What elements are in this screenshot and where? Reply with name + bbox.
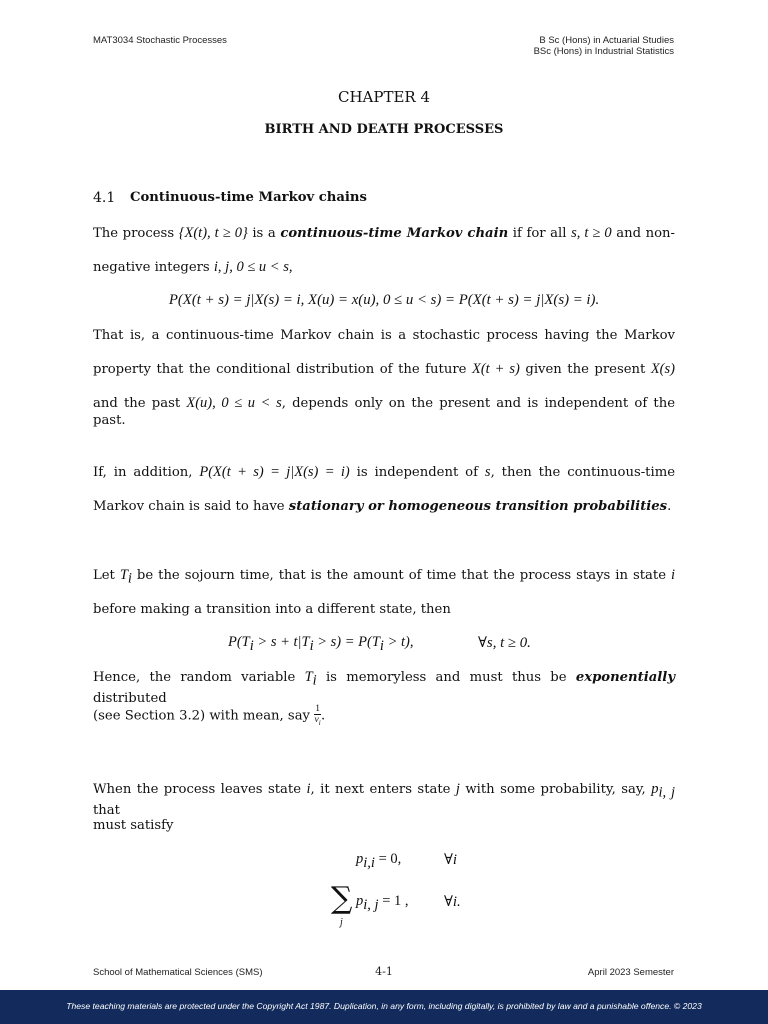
paragraph-1-line-2: negative integers i, j, 0 ≤ u < s,	[93, 259, 293, 275]
paragraph-6-line-1: When the process leaves state i, it next enters state j with some probability, say, $p_{i, j}$ that	[93, 781, 675, 818]
footer-school: School of Mathematical Sciences (SMS)	[93, 967, 263, 978]
mean-fraction: $\frac{1}{v_i}$	[314, 704, 321, 727]
chapter-number: CHAPTER 4	[337, 88, 431, 106]
self-transition-condition: ∀i	[444, 852, 458, 868]
paragraph-4-line-2: before making a transition into a different state, then	[93, 602, 451, 617]
paragraph-1-line-1: The process {X(t), t ≥ 0} is a continuous-time Markov chain if for all s, t ≥ 0 and non-	[93, 225, 675, 241]
paragraph-2-line-2: property that the conditional distribution of the future X(t + s) given the present X(s)	[93, 361, 675, 377]
paragraph-2-line-3: and the past X(u), 0 ≤ u < s, depends only on the present and is independent of the past.	[93, 395, 675, 428]
section-number: 4.1	[93, 190, 116, 206]
memoryless-equation: $P(T_i > s + t|T_i > s) = P(T_i > t)$,	[228, 634, 414, 654]
program-line-2: BSc (Hons) in Industrial Statistics	[533, 46, 674, 57]
copyright-banner	[0, 990, 768, 1024]
summation-symbol: ∑	[331, 881, 353, 916]
row-sum-condition: ∀i.	[444, 894, 461, 910]
chapter-title: BIRTH AND DEATH PROCESSES	[264, 122, 504, 137]
footer-semester: April 2023 Semester	[587, 967, 674, 978]
paragraph-2-line-1: That is, a continuous-time Markov chain is a stochastic process having the Markov	[93, 328, 675, 343]
paragraph-5-line-1: Hence, the random variable $T_i$ is memoryless and must thus be exponentially distributed	[93, 669, 675, 706]
row-sum-equation: $p_{i, j} = 1$ ,	[356, 893, 409, 913]
paragraph-3-line-2: Markov chain is said to have stationary or homogeneous transition probabilities.	[93, 499, 672, 514]
section-title: Continuous-time Markov chains	[130, 190, 367, 205]
memoryless-condition: ∀s, t ≥ 0.	[478, 635, 531, 651]
course-title: MAT3034 Stochastic Processes	[93, 35, 227, 46]
paragraph-6-line-2: must satisfy	[93, 818, 174, 833]
paragraph-3-line-1: If, in addition, P(X(t + s) = j|X(s) = i) is independent of s, then the continuous-time	[93, 464, 676, 480]
page-number: 4-1	[375, 965, 393, 978]
paragraph-5-line-2: (see Section 3.2) with mean, say $\frac{1}{v_i}$ .	[93, 704, 326, 727]
markov-property-equation: P(X(t + s) = j|X(s) = i, X(u) = x(u), 0 ≤ u < s) = P(X(t + s) = j|X(s) = i).	[168, 292, 600, 308]
self-transition-equation: $p_{i,i} = 0$,	[356, 851, 402, 871]
copyright-text: These teaching materials are protected under the Copyright Act 1987. Duplication, in any form, including digitally, is prohibited by law and a punishable offence. © 2023	[66, 1001, 702, 1011]
paragraph-4-line-1: Let $T_i$ be the sojourn time, that is the amount of time that the process stays in state i	[93, 567, 676, 587]
program-line-1: B Sc (Hons) in Actuarial Studies	[539, 35, 674, 46]
summation-index: j	[340, 917, 343, 928]
